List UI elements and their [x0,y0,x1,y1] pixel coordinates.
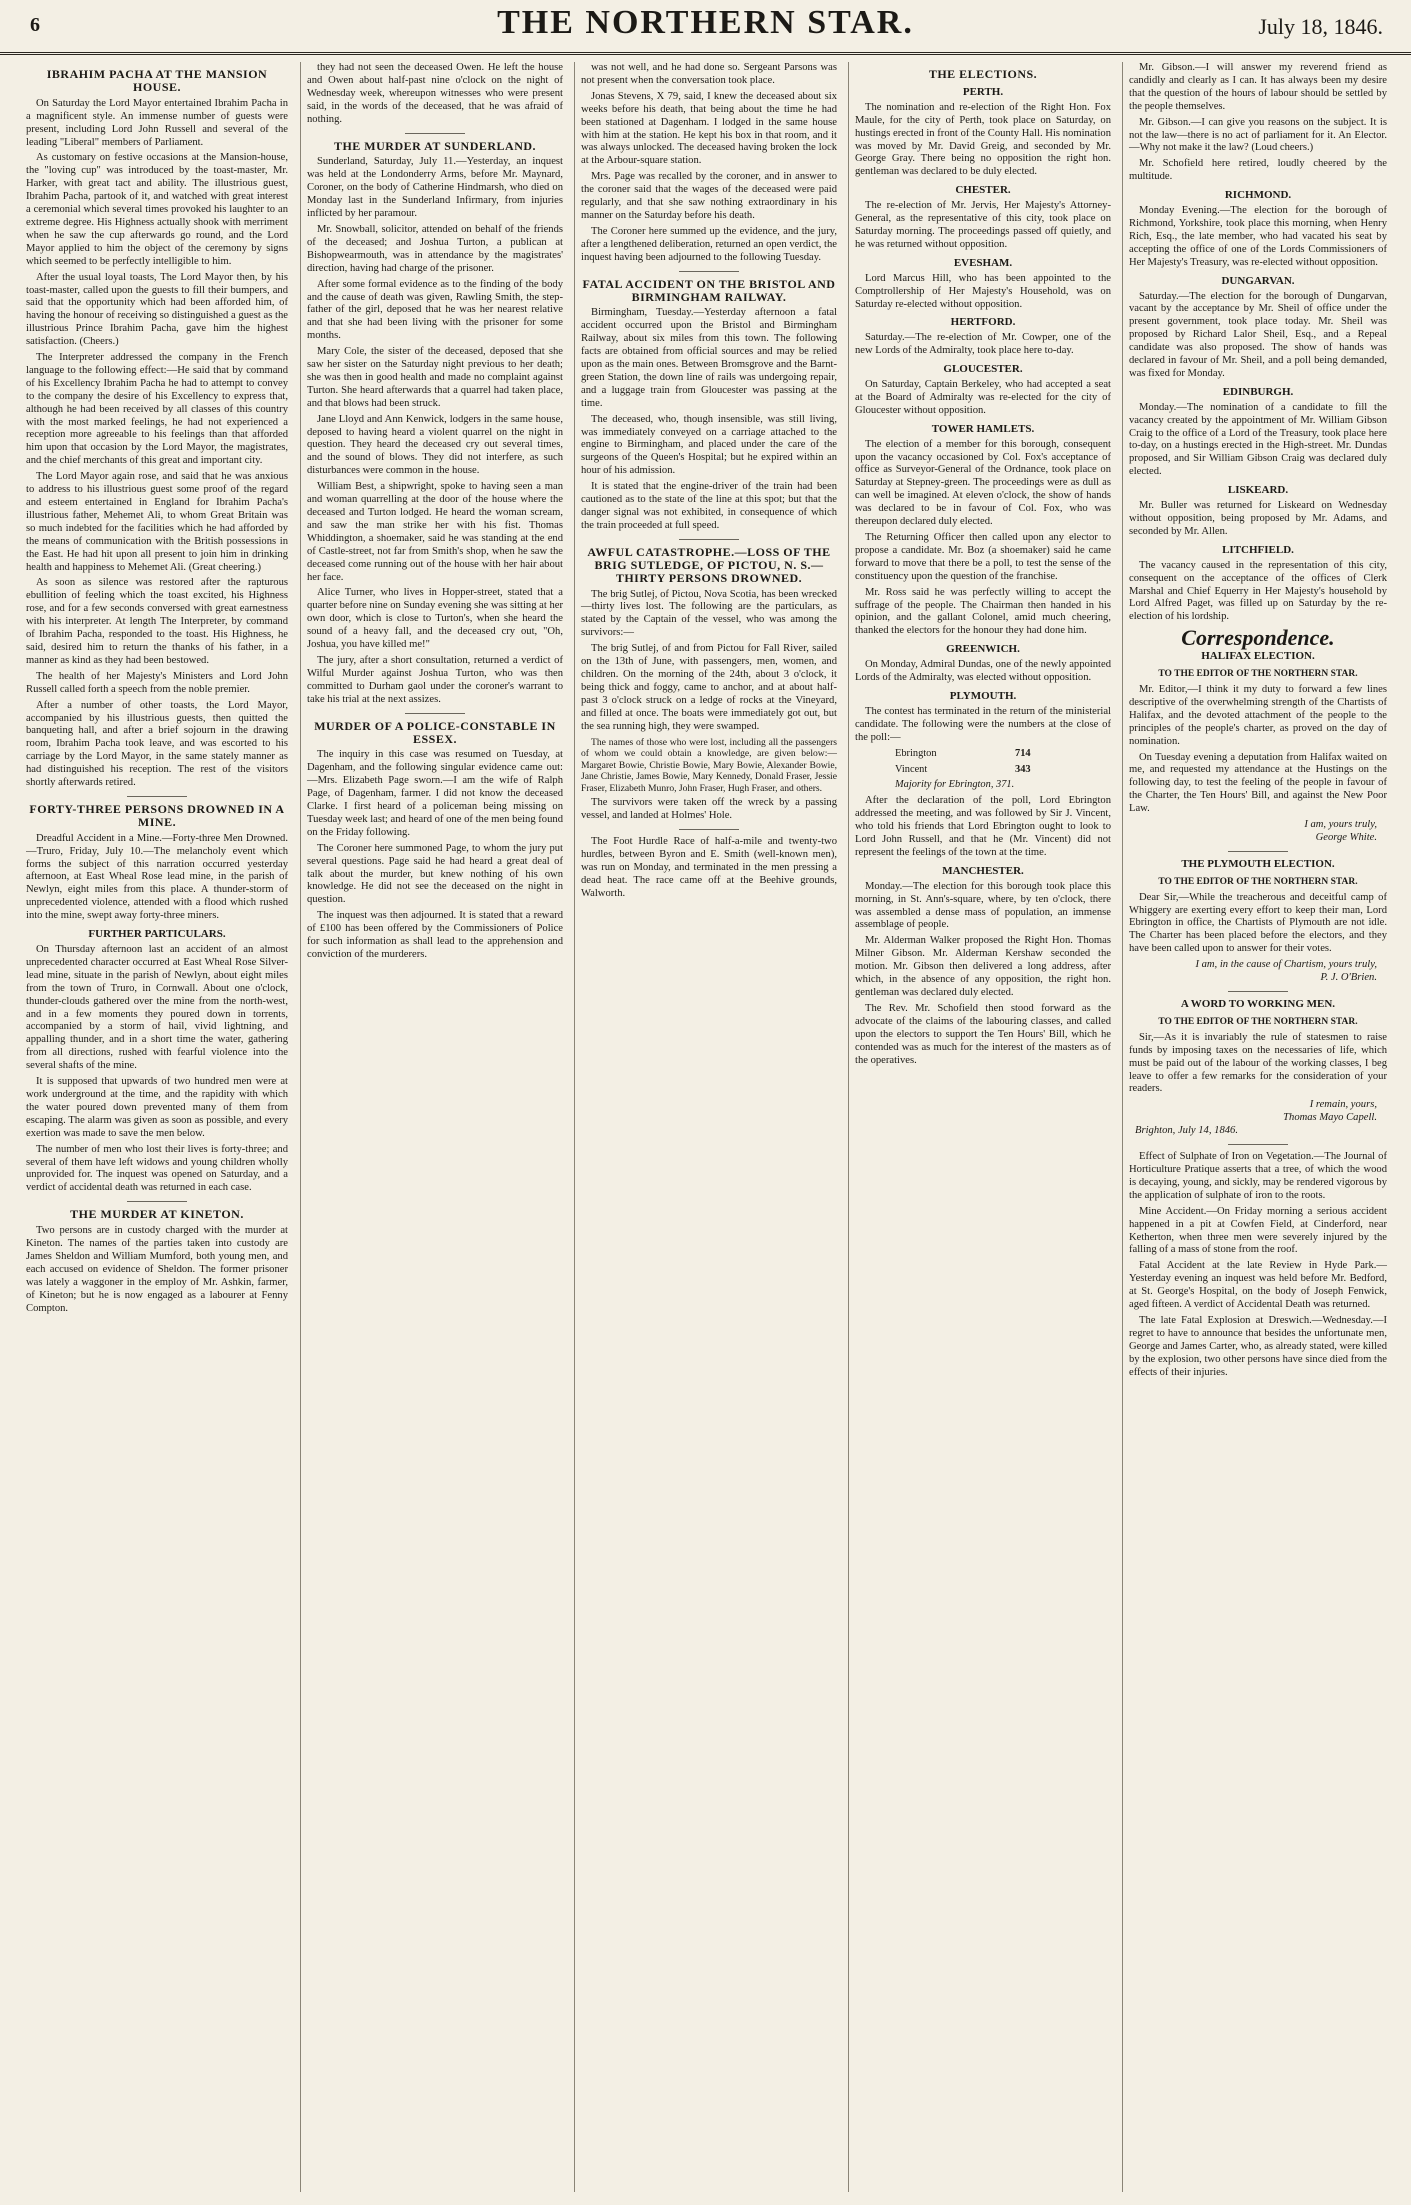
letter-signoff: I am, yours truly, [1304,819,1377,831]
article-paragraph: The inquiry in this case was resumed on Tuesday, at Dagenham, and the following singular evidence came out:—Mrs. Elizabeth Page sworn.—I am the wife of Ralph Page, of Dagenham, farmer. I did not know the deceased Clarke. I first heard of a policeman being missing on Tuesday week last; and heard of one of the men being found on the Friday following. [307,749,563,838]
article-paragraph: Mr. Buller was returned for Liskeard on Wednesday without opposition, being proposed by Mr. Adams, and seconded by Mr. Allen. [1129,500,1387,537]
masthead [0,0,1411,55]
poll-result-ebrington [895,748,1111,761]
headline-murder-sunderland: THE MURDER AT SUNDERLAND. [333,138,537,153]
article-paragraph: Jonas Stevens, X 79, said, I knew the deceased about six weeks before his death, that being about the time he had been stationed at Dagenham. I lodged in the same house with him at the station. He kept his box in that room, and it was always unlocked. The deceased having broken the lock at the Arbour-square station. [581,90,837,167]
article-paragraph: After a number of other toasts, the Lord Mayor, accompanied by his illustrious guests, then quitted the banqueting hall, and after a brief sojourn in the drawing room, Ibrahim Pacha took leave, and was escorted to his carriage by the Lord Mayor, in the same stately manner as had distinguished his reception. The rest of the visitors shortly afterwards retired. [26,699,288,789]
article-paragraph: The number of men who lost their lives is forty-three; and several of them have left widows and young children wholly unprovided for. The inquest was opened on Saturday, and a verdict of accidental death was returned in each case. [26,1143,288,1194]
letter-paragraph: Dear Sir,—While the treacherous and deceitful camp of Whiggery are exerting every effort to keep their man, Lord Ebrington in office, the Chartists of Plymouth are not idle. The Charter has been placed before the electors, and they have been called upon to answer for their votes. [1129,891,1387,955]
article-paragraph: As soon as silence was restored after the rapturous ebullition of feeling which the toast excited, his Highness rose, and for a few seconds conversed with great earnestness with his interpreter. At length The Interpreter, by command of Ibrahim Pacha, responded to the toast. His Highness, he said, desired him to return the thanks of his father, in a manner as kind as they had been bestowed. [26,577,288,666]
article-paragraph: Fatal Accident at the late Review in Hyde Park.—Yesterday evening an inquest was held before Mr. Bedford, at St. George's Hospital, on the body of Joseph Fenwick, aged fifteen. A verdict of Accidental Death was returned. [1129,1260,1387,1311]
poll-candidate: Vincent [895,763,928,775]
section-divider [405,133,465,134]
article-paragraph: The Coroner here summed up the evidence, and the jury, after a lengthened deliberation, returned an open verdict, the inquest having been adjourned to the following Tuesday. [581,225,837,263]
article-paragraph: Mr. Snowball, solicitor, attended on behalf of the friends of the deceased; and Joshua Turton, a publican at Bishopwearmouth, was in attendance by the magistrates' direction, having had charge of the prisoner. [307,223,563,274]
headline-murder-police-constable: MURDER OF A POLICE-CONSTABLE IN ESSEX. [314,718,556,746]
subheading-plymouth-election: THE PLYMOUTH ELECTION. [1181,857,1335,870]
letter-address: TO THE EDITOR OF THE NORTHERN STAR. [1158,1016,1358,1027]
letter-signature: Thomas Mayo Capell. [1283,1112,1377,1124]
newspaper-title: THE NORTHERN STAR. [497,4,914,41]
article-paragraph: The nomination and re-election of the Right Hon. Fox Maule, for the city of Perth, took place on Saturday, on hustings erected in front of the County Hall. His nomination was moved by Mr. David Greig, and seconded by Mr. George Gray. There being no opposition the right hon. gentleman was declared to be duly elected. [855,101,1111,178]
article-paragraph: It is supposed that upwards of two hundred men were at work underground at the time, and the rapidity with which the water poured down prevented many of them from escaping. The alarm was given as soon as possible, and every exertion was made to save the men below. [26,1076,288,1139]
section-divider [127,1201,187,1202]
column-5 [1122,62,1387,2192]
section-divider [679,271,739,272]
article-paragraph: Two persons are in custody charged with the murder at Kineton. The names of the parties taken into custody are James Sheldon and William Mumford, both young men, and each accused on evidence of Sheldon. The former prisoner was lately a waggoner in the employ of Mr. Ashkin, farmer, of Kineton; but he is now engaged as a labourer at Fenny Compton. [26,1225,288,1314]
article-paragraph: On Monday, Admiral Dundas, one of the newly appointed Lords of the Admiralty, was elected without opposition. [855,659,1111,684]
subheading-tower-hamlets: TOWER HAMLETS. [931,422,1035,435]
poll-candidate: Ebrington [895,747,937,759]
article-paragraph: was not well, and he had done so. Sergeant Parsons was not present when the conversation took place. [581,62,837,86]
letter-paragraph: Sir,—As it is invariably the rule of statesmen to raise funds by imposing taxes on the necessaries of life, which must be paid out of the labour of the working classes, I beg leave to offer a few remarks for the consideration of your readers. [1129,1031,1387,1095]
article-paragraph: The jury, after a short consultation, returned a verdict of Wilful Murder against Joshua Turton, who was then committed to Durham gaol under the coroner's warrant to take his trial at the next assizes. [307,654,563,705]
letter-place-date: Brighton, July 14, 1846. [1135,1125,1238,1137]
subheading-liskeard: LISKEARD. [1227,484,1289,497]
letter-signoff: I am, in the cause of Chartism, yours truly, [1195,959,1377,971]
article-paragraph: The brig Sutlej, of and from Pictou for Fall River, sailed on the 13th of June, with passengers, men, women, and children. On the morning of the 24th, about 3 o'clock, it being thick and foggy, came to anchor, and at about half-past 3 o'clock struck on a ledge of rocks at the Vineyard, and filled at once. The boats were immediately got out, but the sea running high, they were swamped. [581,643,837,732]
article-paragraph: The Foot Hurdle Race of half-a-mile and twenty-two hurdles, between Byron and E. Smith (well-known men), was run on Monday, and terminated in the men pressing a dead heat. The race came off at the Beehive grounds, Walworth. [581,836,837,899]
article-paragraph: The survivors were taken off the wreck by a passing vessel, and landed at Holmes' Hole. [581,797,837,822]
subheading-word-to-working-men: A WORD TO WORKING MEN. [1180,998,1336,1010]
subheading-perth: PERTH. [962,85,1004,98]
headline-railway-accident: FATAL ACCIDENT ON THE BRISTOL AND BIRMINGHAM RAILWAY. [582,276,836,304]
article-paragraph: On Saturday the Lord Mayor entertained Ibrahim Pacha in a magnificent style. An immense number of guests were present, including Lord John Russell and several of the leading "Liberal" members of Parliament. [26,97,288,148]
headline-elections: THE ELECTIONS. [928,67,1038,81]
article-paragraph: Mary Cole, the sister of the deceased, deposed that she saw her sister on the Saturday night previous to her death; she was then in good health and made no complaint against Turton. She heard afterwards that a quarrel had taken place, and that blows had been struck. [307,346,563,409]
subheading-further-particulars: FURTHER PARTICULARS. [88,928,226,941]
article-paragraph: Jane Lloyd and Ann Kenwick, lodgers in the same house, deposed to having heard a violent quarrel on the night in question. They heard the deceased cry out several times, and the sound of blows. They did not interfere, as such disturbances were common in the house. [307,413,563,477]
headline-brig-sutledge: AWFUL CATASTROPHE.—LOSS OF THE BRIG SUTLEDGE, OF PICTOU, N. S.—THIRTY PERSONS DROWNED. [587,544,831,585]
headline-murder-kineton: THE MURDER AT KINETON. [70,1207,244,1222]
article-paragraph: The Coroner here summoned Page, to whom the jury put several questions. Page said he had heard a great deal of talk about the murder, but knew nothing of his own knowledge. He did not see the deceased on the night in question. [307,842,563,906]
article-paragraph: On Thursday afternoon last an accident of an almost unprecedented character occurred at East Wheal Rose Silver-lead mine, situate in the parish of Newlyn, about eight miles from the town of Truro, in Cornwall. About one o'clock, thunder-clouds gathered over the mine from the north-west, and in a few moments they poured down in torrents, accompanied by a storm of hail, vivid lightning, and appalling thunder, and in a short time the water, gathering from all directions, rushed with fearful violence into the several shafts of the mine. [26,944,288,1072]
article-paragraph: The brig Sutlej, of Pictou, Nova Scotia, has been wrecked—thirty lives lost. The following are the particulars, as stated by the Captain of the vessel, who was among the survivors:— [581,588,837,639]
subheading-plymouth: PLYMOUTH. [949,689,1017,702]
article-paragraph: William Best, a shipwright, spoke to having seen a man and woman quarrelling at the door of the house where the deceased and Turton lodged. He heard the woman scream, and saw the man strike her with his fist. Thomas Whiddington, a shoemaker, said he was standing at the end of Castle-street, not far from Smith's shop, when he saw the deceased come running out of the house with her hair about her face. [307,481,563,583]
article-paragraph: Mr. Schofield here retired, loudly cheered by the multitude. [1129,158,1387,183]
article-paragraph: The late Fatal Explosion at Dreswich.—Wednesday.—I regret to have to announce that besides the unfortunate men, George and James Carter, who, as already stated, were killed by the explosion, two other persons have since died from the effects of their injuries. [1129,1314,1387,1378]
article-paragraph: The vacancy caused in the representation of this city, consequent on the acceptance of the offices of Clerk Marshal and Chief Equerry in Her Majesty's household by Lord Alfred Paget, was filled up on Saturday by the re-election of his lordship. [1129,559,1387,623]
subheading-chester: CHESTER. [955,184,1011,197]
subheading-greenwich: GREENWICH. [946,643,1020,656]
poll-votes: 343 [1015,763,1031,775]
subheading-manchester: MANCHESTER. [942,864,1024,877]
article-paragraph: Monday.—The election for this borough took place this morning, in St. Ann's-square, where, by ten o'clock, there was assembled a dense mass of population, an immense assemblage of people. [855,880,1111,931]
article-paragraph: Mr. Alderman Walker proposed the Right Hon. Thomas Milner Gibson. Mr. Alderman Kershaw seconded the motion. Mr. Gibson then delivered a long address, after which, in the absence of any opposition, the right hon. gentleman was declared duly elected. [855,935,1111,998]
article-paragraph: The names of those who were lost, including all the passengers of whom we could obtain a knowledge, are given below:—Margaret Bowie, Christie Bowie, Mary Bowie, Alexander Bowie, Jane Christie, James Bowie, Mary Kennedy, Donald Fraser, Jessie Fraser, Elizabeth Munro, John Fraser, Hugh Fraser, and others. [581,736,837,794]
section-divider [127,796,187,797]
article-paragraph: The Returning Officer then called upon any elector to propose a candidate. Mr. Boz (a shoemaker) said he came forward to move that there be a poll, to test the sense of the constituency upon the question of the franchise. [855,532,1111,582]
subheading-litchfield: LITCHFIELD. [1222,543,1294,556]
article-paragraph: Monday.—The nomination of a candidate to fill the vacancy created by the appointment of Mr. William Gibson Craig to the office of a Lord of the Treasury, took place here to-day, on a hustings erected in the High-street. Mr. Dundas proposed, and Sir William Gibson Craig was declared duly elected. [1129,401,1387,478]
column-4 [848,62,1111,2192]
article-paragraph: Mrs. Page was recalled by the coroner, and in answer to the coroner said that the wages of the deceased were paid regularly, and that she saw nothing extraordinary in his manner on the Saturday before his death. [581,171,837,221]
issue-date: July 18, 1846. [1258,14,1383,39]
column-1 [26,62,288,2192]
letter-signoff: I remain, yours, [1309,1099,1377,1111]
article-paragraph: Mr. Ross said he was perfectly willing to accept the suffrage of the people. The Chairman then handed in his opinion, and the gallant Colonel, amid much cheering, thanked the electors for the honour they had done him. [855,586,1111,637]
article-paragraph: The election of a member for this borough, consequent upon the vacancy occasioned by Col. Fox's acceptance of office as Surveyor-General of the Ordnance, took place on Saturday at Stepney-green. The proceedings were as dull as can well be imagined. At eleven o'clock, the show of hands was declared to be in favour of Col. Fox, who was thereupon declared duly elected. [855,438,1111,528]
article-paragraph: After the usual loyal toasts, The Lord Mayor then, by his toast-master, called upon the guests to fill their bumpers, and said that the opportunity which had been afforded him, of having the honour of receiving so distinguished a guest as the illustrious Prince Ibrahim Pacha, gave him the highest satisfaction. (Cheers.) [26,271,288,348]
section-divider [1228,851,1288,852]
article-paragraph: The re-election of Mr. Jervis, Her Majesty's Attorney-General, as the representative of this city, took place on Saturday morning. The proceedings passed off quietly, and he was returned without opposition. [855,200,1111,250]
column-3 [574,62,837,2192]
section-divider [405,713,465,714]
poll-votes: 714 [1015,747,1031,759]
subheading-gloucester: GLOUCESTER. [943,363,1023,376]
poll-result-vincent [895,764,1111,777]
article-paragraph: The contest has terminated in the return of the ministerial candidate. The following were the numbers at the close of the poll:— [855,705,1111,743]
section-divider [679,829,739,830]
article-paragraph: Mine Accident.—On Friday morning a serious accident happened in a pit at Cowfen Field, at Cinderford, near Ketherton, when three men were severely injured by the falling of a mass of stone from the roof. [1129,1205,1387,1256]
subheading-hertford: HERTFORD. [950,316,1016,329]
article-paragraph: Dreadful Accident in a Mine.—Forty-three Men Drowned.—Truro, Friday, July 10.—The melancholy event which forms the subject of this narration occurred yesterday afternoon, at East Wheal Rose lead mine, in the parish of Newlyn, eight miles from this place. A thunder-storm of unprecedented violence, attended with a flood which rushed into the mine, swept away forty-three miners. [26,832,288,922]
section-divider [1228,991,1288,992]
letter-paragraph: On Tuesday evening a deputation from Halifax waited on me, and requested my attendance at the Hustings on the following day, to test the feeling of the people in favour of the Charter, the Ten Hours' Bill, and against the New Poor Law. [1129,751,1387,815]
article-paragraph: The Interpreter addressed the company in the French language to the following effect:—He said that by command of his Excellency Ibrahim Pacha he had to attempt to convey to the company the desire of his Excellency to express that, although he had been received by all classes of this country with the most marked feelings, he had not experienced a reception more agreeable to his feelings than that afforded him upon that occasion by the Lord Mayor, the magistrates, and the chief merchants of this great and important city. [26,352,288,467]
article-paragraph: The health of her Majesty's Ministers and Lord John Russell called forth a speech from the noble premier. [26,670,288,695]
article-paragraph: Lord Marcus Hill, who has been appointed to the Comptrollership of Her Majesty's Household, was on Saturday re-elected without opposition. [855,272,1111,310]
article-paragraph: Saturday.—The re-election of Mr. Cowper, one of the new Lords of the Admiralty, took place here to-day. [855,332,1111,357]
section-title-correspondence: Correspondence. [1181,625,1335,651]
subheading-dungarvan: DUNGARVAN. [1221,274,1295,287]
article-paragraph: they had not seen the deceased Owen. He left the house and Owen about half-past nine o'clock on the night of Wednesday week, whereupon witnesses who were present said, in the words of the deceased, that he was afraid of nothing. [307,62,563,125]
article-paragraph: The inquest was then adjourned. It is stated that a reward of £100 has been offered by the Commissioners of Police for such information as shall lead to the apprehension and conviction of the murderers. [307,910,563,960]
letter-address: TO THE EDITOR OF THE NORTHERN STAR. [1158,669,1358,680]
headline-ibrahim-pacha: IBRAHIM PACHA AT THE MANSION HOUSE. [46,67,268,94]
page-number: 6 [30,14,40,36]
article-paragraph: The Rev. Mr. Schofield then stood forward as the advocate of the claims of the labouring classes, and called upon the electors to support the Ten Hours' Bill, which he contended was as much for the interest of the masters as of the operatives. [855,1002,1111,1066]
headline-drowned-in-mine: FORTY-THREE PERSONS DROWNED IN A MINE. [29,801,285,829]
article-paragraph: It is stated that the engine-driver of the train had been cautioned as to the state of the line at this spot; but that the danger signal was not exhibited, in consequence of which the train proceeded at full speed. [581,481,837,531]
subheading-evesham: EVESHAM. [953,256,1013,269]
newspaper-columns [26,62,1386,2192]
article-paragraph: As customary on festive occasions at the Mansion-house, the "loving cup" was introduced by the toast-master, Mr. Harker, with great tact and ability. The illustrious guest, Ibrahim Pacha, partook of it, and watched with great interest a ceremonial which several times provoked his laughter to an extreme degree. His Highness actually shook with merriment when he saw the cup afterwards go round, and the Lord Mayor applied to him the object of the ceremony by signs which seemed to be perfectly intelligible to him. [26,152,288,267]
letter-signature: George White. [1315,831,1377,843]
column-2 [300,62,563,2192]
subheading-richmond: RICHMOND. [1224,189,1292,202]
letter-address: TO THE EDITOR OF THE NORTHERN STAR. [1158,876,1358,887]
article-paragraph: The deceased, who, though insensible, was still living, was immediately conveyed on a carriage attached to the engine to Birmingham, and placed under the care of the surgeons of the Queen's Hospital; but he expired within an hour of his admission. [581,413,837,477]
article-paragraph: Effect of Sulphate of Iron on Vegetation.—The Journal of Horticulture Pratique asserts that a tree, of which the wood is decaying, young, and sickly, may be rendered vigorous by the application of sulphate of iron to the roots. [1129,1151,1387,1201]
article-paragraph: On Saturday, Captain Berkeley, who had accepted a seat at the Board of Admiralty was re-elected for the city of Gloucester without opposition. [855,379,1111,416]
article-paragraph: Saturday.—The election for the borough of Dungarvan, vacant by the acceptance by Mr. Sheil of office under the present government, took place today. Mr. Sheil was proposed by Richard Lalor Sheil, Esq., and a Repeal candidate was also proposed. The show of hands was declared in favour of Mr. Sheil, and a poll being demanded, was fixed for Monday. [1129,290,1387,379]
letter-signature: P. J. O'Brien. [1320,972,1377,984]
subheading-edinburgh: EDINBURGH. [1222,385,1294,398]
article-paragraph: Birmingham, Tuesday.—Yesterday afternoon a fatal accident occurred upon the Bristol and Birmingham Railway, about six miles from this town. The following facts are obtained from official sources and may be relied upon as the main ones. Between Bromsgrove and the Barnt-green Station, the down line of rails was undergoing repair, and a luggage train from Gloucester was passing at the time. [581,307,837,409]
poll-majority: Majority for Ebrington, 371. [895,779,1015,791]
article-paragraph: Sunderland, Saturday, July 11.—Yesterday, an inquest was held at the Londonderry Arms, before Mr. Maynard, Coroner, on the body of Catherine Hindmarsh, who died on Monday last in the Sunderland Infirmary, from injuries inflicted by her paramour. [307,156,563,220]
section-divider [1228,1144,1288,1145]
letter-paragraph: Mr. Editor,—I think it my duty to forward a few lines descriptive of the overwhelming strength of the Chartists of Halifax, and the devoted attachment of the people to the principles of the people's charter, as proved on the day of nomination. [1129,683,1387,747]
article-paragraph: The Lord Mayor again rose, and said that he was anxious to address to his illustrious guest some proof of the regard and esteem entertained in England for Ibrahim Pacha's illustrious father, Mehemet Ali, to whom Great Britain was so much indebted for the facilities which he had afforded by the means of communication with the British possessions in the East. He had hit upon all present to join him in drinking health and happiness to Mehemet Ali. (Great cheering.) [26,471,288,573]
subheading-halifax-election: HALIFAX ELECTION. [1201,650,1315,663]
article-paragraph: After some formal evidence as to the finding of the body and the cause of death was given, Rawling Smith, the step-father of the girl, deposed that he was her nearest relative and that she had been living with the prisoner for some months. [307,278,563,342]
article-paragraph: Monday Evening.—The election for the borough of Richmond, Yorkshire, took place this morning, when Henry Rich, Esq., the late member, who had vacated his seat by accepting the office of one of the Lords Commissioners of Her Majesty's Treasury, was re-elected without opposition. [1129,205,1387,268]
article-paragraph: Mr. Gibson.—I will answer my reverend friend as candidly and clearly as I can. It has always been my desire that the question of the hours of labour should be settled by the people themselves. [1129,62,1387,112]
article-paragraph: Mr. Gibson.—I can give you reasons on the subject. It is not the law—there is no act of parliament for it. An Elector.—Why not make it the law? (Loud cheers.) [1129,116,1387,154]
article-paragraph: After the declaration of the poll, Lord Ebrington addressed the meeting, and was followed by Sir J. Vincent, who told his friends that Lord Ebrington ought to look to Lord John Russell, and that he (Mr. Vincent) did not represent the feelings of the town at the time. [855,795,1111,858]
article-paragraph: Alice Turner, who lives in Hopper-street, stated that a quarter before nine on Sunday evening she was sitting at her own door, which is close to Turton's, when she heard the sound of a heavy fall, and the deceased cry out, "Oh, Joshua, you have killed me!" [307,587,563,651]
section-divider [679,539,739,540]
